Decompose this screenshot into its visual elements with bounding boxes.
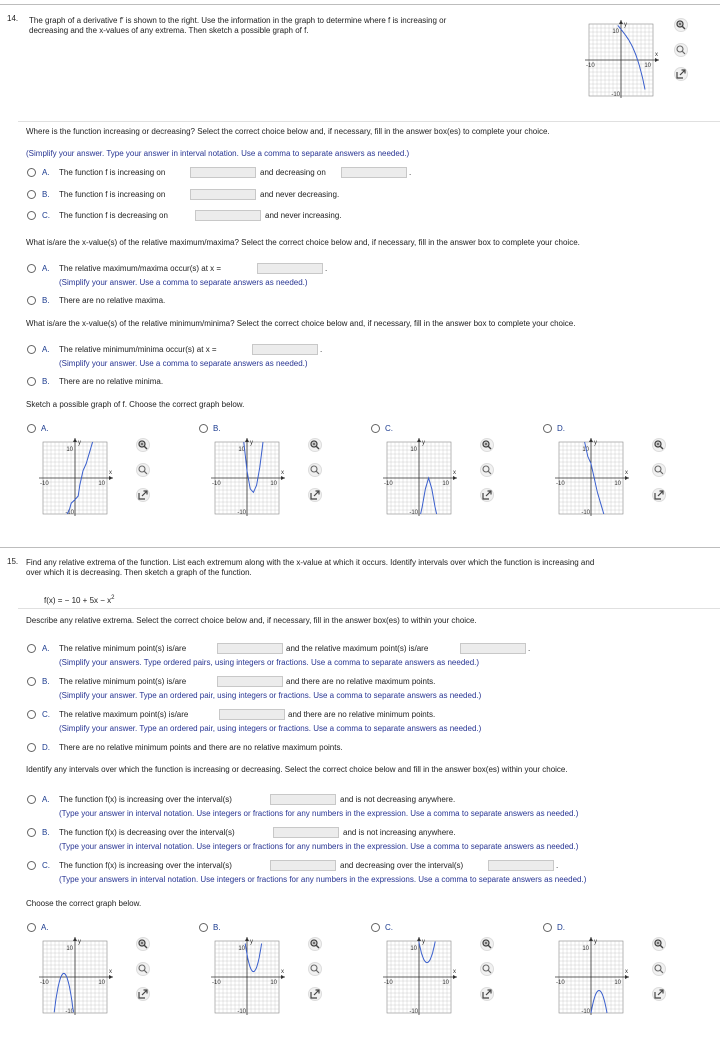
- q15-choice-a-radio[interactable]: [27, 644, 36, 653]
- popout-icon[interactable]: [136, 987, 150, 1001]
- x-tick-label: 10: [644, 63, 651, 69]
- x-tick-label: 10: [270, 980, 277, 986]
- popout-icon[interactable]: [136, 488, 150, 502]
- x-tick-label: -10: [384, 980, 393, 986]
- q15-choice-b-post: and there are no relative maximum points.: [286, 677, 436, 686]
- q15-choice-c-input[interactable]: [219, 709, 285, 720]
- q15-int-choice-a-radio[interactable]: [27, 795, 36, 804]
- x-axis-arrow: [655, 58, 659, 62]
- q14-choice-a-mid: and decreasing on: [260, 168, 326, 177]
- y-axis-label: y: [594, 939, 597, 945]
- q14-choice-c-post: and never increasing.: [265, 211, 342, 220]
- function-exponent: 2: [111, 595, 115, 601]
- q14-part1-prompt: Where is the function increasing or decreasing? Select the correct choice below and, if necessary, fill in the answer box(es) to complete your choice.: [26, 127, 550, 136]
- x-tick-label: 10: [614, 481, 621, 487]
- q14-choice-b-text: The function f is increasing on: [59, 190, 166, 199]
- q14-choice-a-end: .: [409, 168, 412, 177]
- x-axis-label: x: [453, 969, 456, 975]
- y-axis-label: y: [624, 22, 627, 28]
- zoom-out-icon[interactable]: [480, 962, 494, 976]
- x-axis-arrow: [453, 975, 457, 979]
- x-axis-label: x: [281, 470, 284, 476]
- y-axis-label: y: [422, 939, 425, 945]
- zoom-in-icon[interactable]: [308, 937, 322, 951]
- choice-letter: B.: [213, 923, 221, 932]
- zoom-in-icon[interactable]: [674, 18, 688, 32]
- x-axis-label: x: [625, 969, 628, 975]
- q15-graph-choice-d-radio[interactable]: [543, 923, 552, 932]
- x-axis-arrow: [625, 476, 629, 480]
- zoom-out-icon[interactable]: [136, 962, 150, 976]
- x-tick-label: -10: [40, 481, 49, 487]
- zoom-in-icon[interactable]: [308, 438, 322, 452]
- x-tick-label: -10: [212, 481, 221, 487]
- x-axis-arrow: [453, 476, 457, 480]
- q14-max-choice-a-radio[interactable]: [27, 264, 36, 273]
- y-axis-label: y: [78, 440, 81, 446]
- q15-choice-a-end: .: [528, 644, 531, 653]
- q14-min-choice-b-text: There are no relative minima.: [59, 377, 164, 386]
- choice-letter: A.: [42, 644, 50, 653]
- q15-int-choice-b-radio[interactable]: [27, 828, 36, 837]
- x-tick-label: 10: [270, 481, 277, 487]
- popout-icon[interactable]: [308, 987, 322, 1001]
- y-tick-label: 10: [582, 946, 589, 952]
- y-axis-arrow: [589, 937, 593, 941]
- choice-letter: B.: [42, 190, 50, 199]
- y-tick-label: -10: [409, 1009, 418, 1015]
- zoom-out-icon[interactable]: [308, 463, 322, 477]
- x-tick-label: 10: [98, 980, 105, 986]
- y-tick-label: 10: [410, 946, 417, 952]
- q15-choice-a-text: The relative minimum point(s) is/are: [59, 644, 187, 653]
- function-main: f(x) = − 10 + 5x − x: [44, 596, 112, 605]
- q15-int-choice-c-mid: and decreasing over the interval(s): [340, 861, 464, 870]
- q14-graph-option-c: [381, 436, 461, 520]
- q15-max-point-input[interactable]: [460, 643, 526, 654]
- choice-letter: A.: [41, 424, 49, 433]
- q14-choice-a-text: The function f is increasing on: [59, 168, 166, 177]
- y-tick-label: -10: [237, 510, 246, 516]
- choice-letter: B.: [42, 677, 50, 686]
- zoom-in-icon[interactable]: [136, 937, 150, 951]
- q14-min-input[interactable]: [252, 344, 318, 355]
- popout-icon[interactable]: [480, 488, 494, 502]
- y-axis-arrow: [73, 937, 77, 941]
- q15-choice-c-radio[interactable]: [27, 710, 36, 719]
- q15-choice-a-hint: (Simplify your answers. Type ordered pairs, using integers or fractions. Use a comma to separate answers as needed.): [59, 658, 480, 667]
- y-tick-label: 10: [582, 447, 589, 453]
- x-axis-arrow: [109, 975, 113, 979]
- question-text-line2: over which it is decreasing. Then sketch a graph of the function.: [26, 568, 252, 577]
- q14-choice-c-input[interactable]: [195, 210, 261, 221]
- zoom-out-icon[interactable]: [480, 463, 494, 477]
- choice-letter: A.: [42, 264, 50, 273]
- q15-choice-a-mid: and the relative maximum point(s) is/are: [286, 644, 429, 653]
- q14-min-choice-b-radio[interactable]: [27, 377, 36, 386]
- question-text-line1: The graph of a derivative f′ is shown to the right. Use the information in the graph to determine where f is increasing or: [29, 16, 447, 25]
- x-tick-label: 10: [614, 980, 621, 986]
- y-tick-label: -10: [581, 510, 590, 516]
- zoom-in-icon[interactable]: [136, 438, 150, 452]
- q15-choice-c-text: The relative maximum point(s) is/are: [59, 710, 189, 719]
- q14-min-choice-a-radio[interactable]: [27, 345, 36, 354]
- q14-sketch-prompt: Sketch a possible graph of f. Choose the correct graph below.: [26, 400, 245, 409]
- y-axis-label: y: [250, 440, 253, 446]
- q15-int-choice-a-text: The function f(x) is increasing over the interval(s): [59, 795, 232, 804]
- question-divider: [0, 547, 720, 548]
- y-axis-arrow: [245, 438, 249, 442]
- y-tick-label: -10: [611, 92, 620, 98]
- question-number: 15.: [7, 557, 19, 566]
- popout-icon[interactable]: [308, 488, 322, 502]
- y-axis-label: y: [594, 440, 597, 446]
- q15-int-b-input[interactable]: [273, 827, 339, 838]
- y-tick-label: 10: [238, 946, 245, 952]
- choice-letter: D.: [557, 424, 565, 433]
- y-axis-arrow: [417, 438, 421, 442]
- q15-choice-b-text: The relative minimum point(s) is/are: [59, 677, 187, 686]
- x-axis-label: x: [655, 52, 658, 58]
- q14-part1-hint: (Simplify your answer. Type your answer in interval notation. Use a comma to separate answers as needed.): [26, 149, 410, 158]
- choice-letter: B.: [42, 377, 50, 386]
- x-tick-label: -10: [556, 481, 565, 487]
- q15-graph-option-b: [209, 935, 289, 1019]
- choice-letter: C.: [42, 211, 50, 220]
- q14-max-choice-b-text: There are no relative maxima.: [59, 296, 166, 305]
- q15-choice-c-hint: (Simplify your answer. Type an ordered pair, using integers or fractions. Use a comma to separate answers as needed.): [59, 724, 482, 733]
- zoom-out-icon[interactable]: [674, 43, 688, 57]
- q14-min-hint: (Simplify your answer. Use a comma to separate answers as needed.): [59, 359, 308, 368]
- choice-letter: A.: [42, 168, 50, 177]
- q14-graph-option-a: [37, 436, 117, 520]
- q15-choice-c-post: and there are no relative minimum points.: [288, 710, 436, 719]
- q14-increasing-input[interactable]: [190, 167, 256, 178]
- popout-icon[interactable]: [674, 67, 688, 81]
- q15-int-choice-a-post: and is not decreasing anywhere.: [340, 795, 456, 804]
- top-divider: [0, 4, 720, 5]
- section-divider: [18, 121, 720, 122]
- q14-max-choice-a-end: .: [325, 264, 328, 273]
- q15-graph-option-a: [37, 935, 117, 1019]
- x-axis-label: x: [109, 470, 112, 476]
- zoom-in-icon[interactable]: [652, 937, 666, 951]
- q15-int-c-hint: (Type your answers in interval notation. Use integers or fractions for any numbers in the expressions. Use a comma to separate answers as needed.): [59, 875, 587, 884]
- q14-min-choice-a-end: .: [320, 345, 323, 354]
- popout-icon[interactable]: [652, 488, 666, 502]
- q15-graph-option-c: [381, 935, 461, 1019]
- q15-graph-choice-b-radio[interactable]: [199, 923, 208, 932]
- q14-choice-b-radio[interactable]: [27, 190, 36, 199]
- zoom-in-icon[interactable]: [480, 438, 494, 452]
- function-expression: [44, 592, 115, 605]
- y-axis-arrow: [417, 937, 421, 941]
- q15-min-point-input[interactable]: [217, 643, 283, 654]
- popout-icon[interactable]: [480, 987, 494, 1001]
- y-tick-label: 10: [66, 946, 73, 952]
- y-axis-label: y: [250, 939, 253, 945]
- q14-choice-c-text: The function f is decreasing on: [59, 211, 168, 220]
- derivative-graph: [583, 18, 663, 102]
- q14-graph-option-d: [553, 436, 633, 520]
- zoom-out-icon[interactable]: [136, 463, 150, 477]
- question-number: 14.: [7, 14, 19, 23]
- q15-choice-b-radio[interactable]: [27, 677, 36, 686]
- q15-graph-prompt: Choose the correct graph below.: [26, 899, 142, 908]
- q15-choice-b-hint: (Simplify your answer. Type an ordered pair, using integers or fractions. Use a comma to separate answers as needed.): [59, 691, 482, 700]
- x-tick-label: -10: [556, 980, 565, 986]
- y-axis-arrow: [73, 438, 77, 442]
- x-tick-label: 10: [98, 481, 105, 487]
- q15-int-c-decreasing-input[interactable]: [488, 860, 554, 871]
- q15-choice-d-radio[interactable]: [27, 743, 36, 752]
- y-axis-label: y: [422, 440, 425, 446]
- q15-graph-option-d: [553, 935, 633, 1019]
- q14-max-hint: (Simplify your answer. Use a comma to separate answers as needed.): [59, 278, 308, 287]
- y-tick-label: 10: [410, 447, 417, 453]
- zoom-in-icon[interactable]: [480, 937, 494, 951]
- q14-part2-prompt: What is/are the x-value(s) of the relative maximum/maxima? Select the correct choice below and, if necessary, fill in the answer box to complete your choice.: [26, 238, 580, 247]
- zoom-out-icon[interactable]: [308, 962, 322, 976]
- q15-int-choice-c-text: The function f(x) is increasing over the interval(s): [59, 861, 232, 870]
- q14-choice-c-radio[interactable]: [27, 211, 36, 220]
- y-axis-arrow: [619, 20, 623, 24]
- q14-choice-b-input[interactable]: [190, 189, 256, 200]
- x-tick-label: -10: [384, 481, 393, 487]
- x-axis-arrow: [281, 476, 285, 480]
- q15-int-choice-c-end: .: [556, 861, 559, 870]
- choice-letter: A.: [42, 795, 50, 804]
- q15-graph-choice-a-radio[interactable]: [27, 923, 36, 932]
- q15-part2-prompt: Identify any intervals over which the function is increasing or decreasing. Select the correct choice below and fill in the answer box(es) within your choice.: [26, 765, 568, 774]
- choice-letter: D.: [42, 743, 50, 752]
- q15-int-choice-c-radio[interactable]: [27, 861, 36, 870]
- q15-graph-choice-c-radio[interactable]: [371, 923, 380, 932]
- y-axis-label: y: [78, 939, 81, 945]
- zoom-out-icon[interactable]: [652, 962, 666, 976]
- q15-int-c-increasing-input[interactable]: [270, 860, 336, 871]
- q14-max-choice-a-text: The relative maximum/maxima occur(s) at x =: [59, 264, 222, 273]
- x-tick-label: 10: [442, 481, 449, 487]
- q14-decreasing-input[interactable]: [341, 167, 407, 178]
- q15-int-choice-b-text: The function f(x) is decreasing over the interval(s): [59, 828, 235, 837]
- x-axis-arrow: [281, 975, 285, 979]
- choice-letter: C.: [385, 424, 393, 433]
- q14-max-input[interactable]: [257, 263, 323, 274]
- choice-letter: B.: [213, 424, 221, 433]
- q15-part1-prompt: Describe any relative extrema. Select the correct choice below and, if necessary, fill in the answer box(es) to within your choice.: [26, 616, 477, 625]
- q14-choice-a-radio[interactable]: [27, 168, 36, 177]
- q15-int-a-input[interactable]: [270, 794, 336, 805]
- y-tick-label: -10: [237, 1009, 246, 1015]
- q14-graph-choice-a-radio[interactable]: [27, 424, 36, 433]
- choice-letter: C.: [42, 710, 50, 719]
- y-axis-arrow: [245, 937, 249, 941]
- y-tick-label: -10: [581, 1009, 590, 1015]
- question-text-line2: decreasing and the x-values of any extrema. Then sketch a possible graph of f.: [29, 26, 309, 35]
- x-tick-label: -10: [212, 980, 221, 986]
- popout-icon[interactable]: [652, 987, 666, 1001]
- question-text-line1: Find any relative extrema of the function. List each extremum along with the x-value at which it occurs. Identify intervals over which the function is increasing and: [26, 558, 595, 567]
- x-axis-label: x: [625, 470, 628, 476]
- choice-letter: B.: [42, 296, 50, 305]
- q15-int-b-hint: (Type your answer in interval notation. Use integers or fractions for any numbers in the expression. Use a comma to separate answers as needed.): [59, 842, 579, 851]
- section-divider: [18, 608, 720, 609]
- q15-int-a-hint: (Type your answer in interval notation. Use integers or fractions for any numbers in the expression. Use a comma to separate answers as needed.): [59, 809, 579, 818]
- y-tick-label: -10: [65, 1009, 74, 1015]
- y-tick-label: 10: [238, 447, 245, 453]
- q14-choice-b-post: and never decreasing.: [260, 190, 340, 199]
- y-tick-label: 10: [66, 447, 73, 453]
- q14-graph-choice-c-radio[interactable]: [371, 424, 380, 433]
- zoom-out-icon[interactable]: [652, 463, 666, 477]
- q15-int-choice-b-post: and is not increasing anywhere.: [343, 828, 456, 837]
- y-axis-arrow: [589, 438, 593, 442]
- x-axis-arrow: [109, 476, 113, 480]
- choice-letter: A.: [41, 923, 49, 932]
- x-axis-arrow: [625, 975, 629, 979]
- choice-letter: A.: [42, 345, 50, 354]
- q15-choice-b-input[interactable]: [217, 676, 283, 687]
- choice-letter: C.: [385, 923, 393, 932]
- choice-letter: B.: [42, 828, 50, 837]
- q14-min-choice-a-text: The relative minimum/minima occur(s) at x =: [59, 345, 217, 354]
- q14-part3-prompt: What is/are the x-value(s) of the relative minimum/minima? Select the correct choice below and, if necessary, fill in the answer box to complete your choice.: [26, 319, 576, 328]
- x-tick-label: -10: [586, 63, 595, 69]
- x-axis-label: x: [109, 969, 112, 975]
- q14-graph-choice-d-radio[interactable]: [543, 424, 552, 433]
- choice-letter: C.: [42, 861, 50, 870]
- choice-letter: D.: [557, 923, 565, 932]
- x-axis-label: x: [453, 470, 456, 476]
- x-tick-label: 10: [442, 980, 449, 986]
- q14-graph-choice-b-radio[interactable]: [199, 424, 208, 433]
- y-tick-label: -10: [65, 510, 74, 516]
- y-tick-label: -10: [409, 510, 418, 516]
- q14-max-choice-b-radio[interactable]: [27, 296, 36, 305]
- x-axis-label: x: [281, 969, 284, 975]
- q14-graph-option-b: [209, 436, 289, 520]
- y-tick-label: 10: [612, 29, 619, 35]
- x-tick-label: -10: [40, 980, 49, 986]
- zoom-in-icon[interactable]: [652, 438, 666, 452]
- q15-choice-d-text: There are no relative minimum points and there are no relative maximum points.: [59, 743, 343, 752]
